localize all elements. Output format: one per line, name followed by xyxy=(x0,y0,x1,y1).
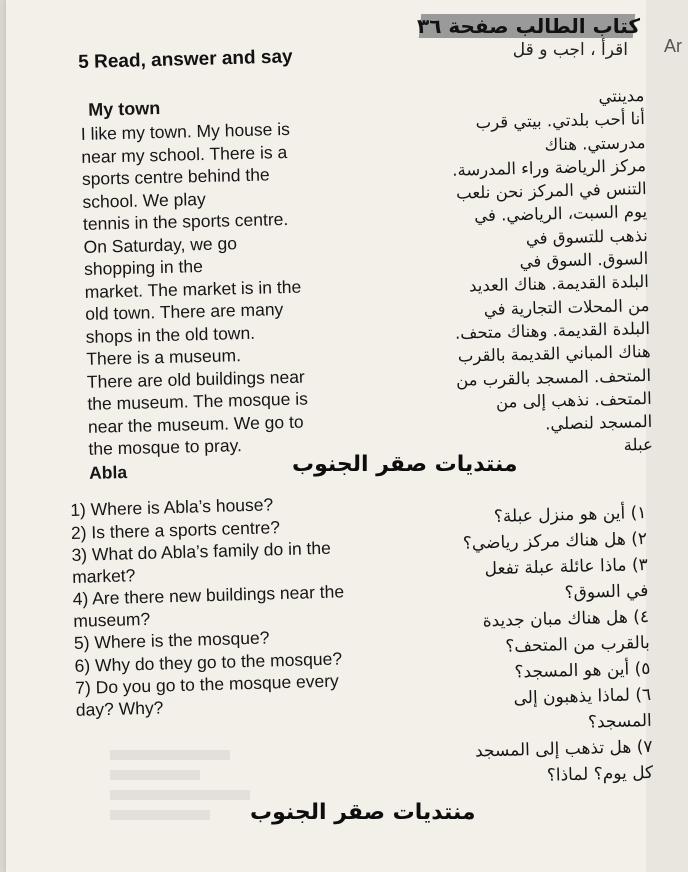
question-arabic-line: ٦) لماذا يذهبون إلى xyxy=(513,684,652,709)
page-header: كتاب الطالب صفحة ٣٦ xyxy=(416,14,640,38)
story-line: sports centre behind the xyxy=(81,164,270,189)
translation-line: البلدة القديمة. هناك العديد xyxy=(468,272,650,296)
question-arabic-line: ٢) هل هناك مركز رياضي؟ xyxy=(462,528,648,554)
story-title: My town xyxy=(87,98,161,120)
question-arabic-line: ٣) ماذا عائلة عبلة تفعل xyxy=(484,554,648,580)
question-arabic-line: ٤) هل هناك مبان جديدة xyxy=(482,606,650,632)
questions-english xyxy=(70,492,356,722)
section-title: 5 Read, answer and say xyxy=(78,46,293,73)
story-line: the mosque to pray. xyxy=(88,435,243,459)
translation-line: السوق. السوق في xyxy=(519,249,649,272)
question-arabic-line: ٥) أين هو المسجد؟ xyxy=(514,658,651,683)
question-item: 3) What do Abla’s family do in the market? xyxy=(71,537,332,587)
question-item: 2) Is there a sports centre? xyxy=(70,516,281,543)
story-author: Abla xyxy=(88,461,128,483)
story-line: tennis in the sports centre. xyxy=(82,208,289,234)
translation-line: مدرستي. هناك xyxy=(544,132,646,155)
translation-line: المتحف. المسجد بالقرب من xyxy=(455,365,652,390)
question-arabic-line: ٧) هل تذهب إلى المسجد xyxy=(474,736,653,762)
translation-line: من المحلات التجارية في xyxy=(483,295,650,319)
story-line: On Saturday, we go xyxy=(83,232,238,257)
question-item: 7) Do you go to the mosque every day? Why? xyxy=(74,670,340,720)
question-item: 5) Where is the mosque? xyxy=(73,627,270,653)
story-line: There are old buildings near xyxy=(86,366,305,392)
translation-line: مدينتي xyxy=(598,85,645,107)
translation-line: أنا أحب بلدتي. بيتي قرب xyxy=(475,109,646,133)
translation-lines xyxy=(374,84,653,463)
story-line: market. The market is in the xyxy=(84,276,302,302)
story-line: old town. There are many xyxy=(84,299,284,324)
story-line: near my school. There is a xyxy=(81,141,288,167)
watermark-top: منتديات صقر الجنوب xyxy=(292,452,518,477)
question-item: 1) Where is Abla’s house? xyxy=(70,494,274,520)
story-line: shops in the old town. xyxy=(85,322,256,347)
watermark-bottom: منتديات صقر الجنوب xyxy=(250,800,476,825)
next-page-edge-text: Ar xyxy=(664,36,682,56)
translation-line: المتحف. نذهب إلى من xyxy=(495,388,652,412)
story-line: shopping in the xyxy=(83,256,204,279)
question-arabic-line: كل يوم؟ لماذا؟ xyxy=(546,762,654,786)
story-line: near the museum. We go to xyxy=(87,411,304,437)
story-arabic xyxy=(374,84,653,463)
translation-line: عبلة xyxy=(623,435,654,456)
story-line: school. We play xyxy=(82,188,206,212)
question-arabic-line: المسجد؟ xyxy=(587,710,653,733)
story-line: There is a museum. xyxy=(86,345,242,369)
story-line: I like my town. My house is xyxy=(80,118,291,144)
translation-line: البلدة القديمة. وهناك متحف. xyxy=(454,318,651,343)
story-english xyxy=(80,93,389,484)
translation-line: المسجد لنصلي. xyxy=(544,412,653,434)
question-item: 4) Are there new buildings near the museum? xyxy=(72,581,345,631)
question-item: 6) Why do they go to the mosque? xyxy=(74,647,343,676)
translation-line: مركز الرياضة وراء المدرسة. xyxy=(452,155,647,180)
translation-line: هناك المباني القديمة بالقرب xyxy=(457,342,651,366)
instruction-arabic: اقرأ ، اجب و قل xyxy=(512,40,628,60)
translation-line: نذهب للتسوق في xyxy=(525,225,648,248)
show-through-text xyxy=(110,740,290,850)
questions-arabic xyxy=(396,500,653,792)
story-lines xyxy=(81,116,389,461)
question-arabic-line: بالقرب من المتحف؟ xyxy=(505,632,651,657)
translation-line: التنس في المركز نحن نلعب xyxy=(455,179,647,203)
translation-line: يوم السبت، الرياضي. في xyxy=(474,202,648,226)
question-arabic-line: في السوق؟ xyxy=(564,580,649,604)
story-line: the museum. The mosque is xyxy=(87,388,309,414)
question-arabic-line: ١) أين هو منزل عبلة؟ xyxy=(493,502,647,527)
